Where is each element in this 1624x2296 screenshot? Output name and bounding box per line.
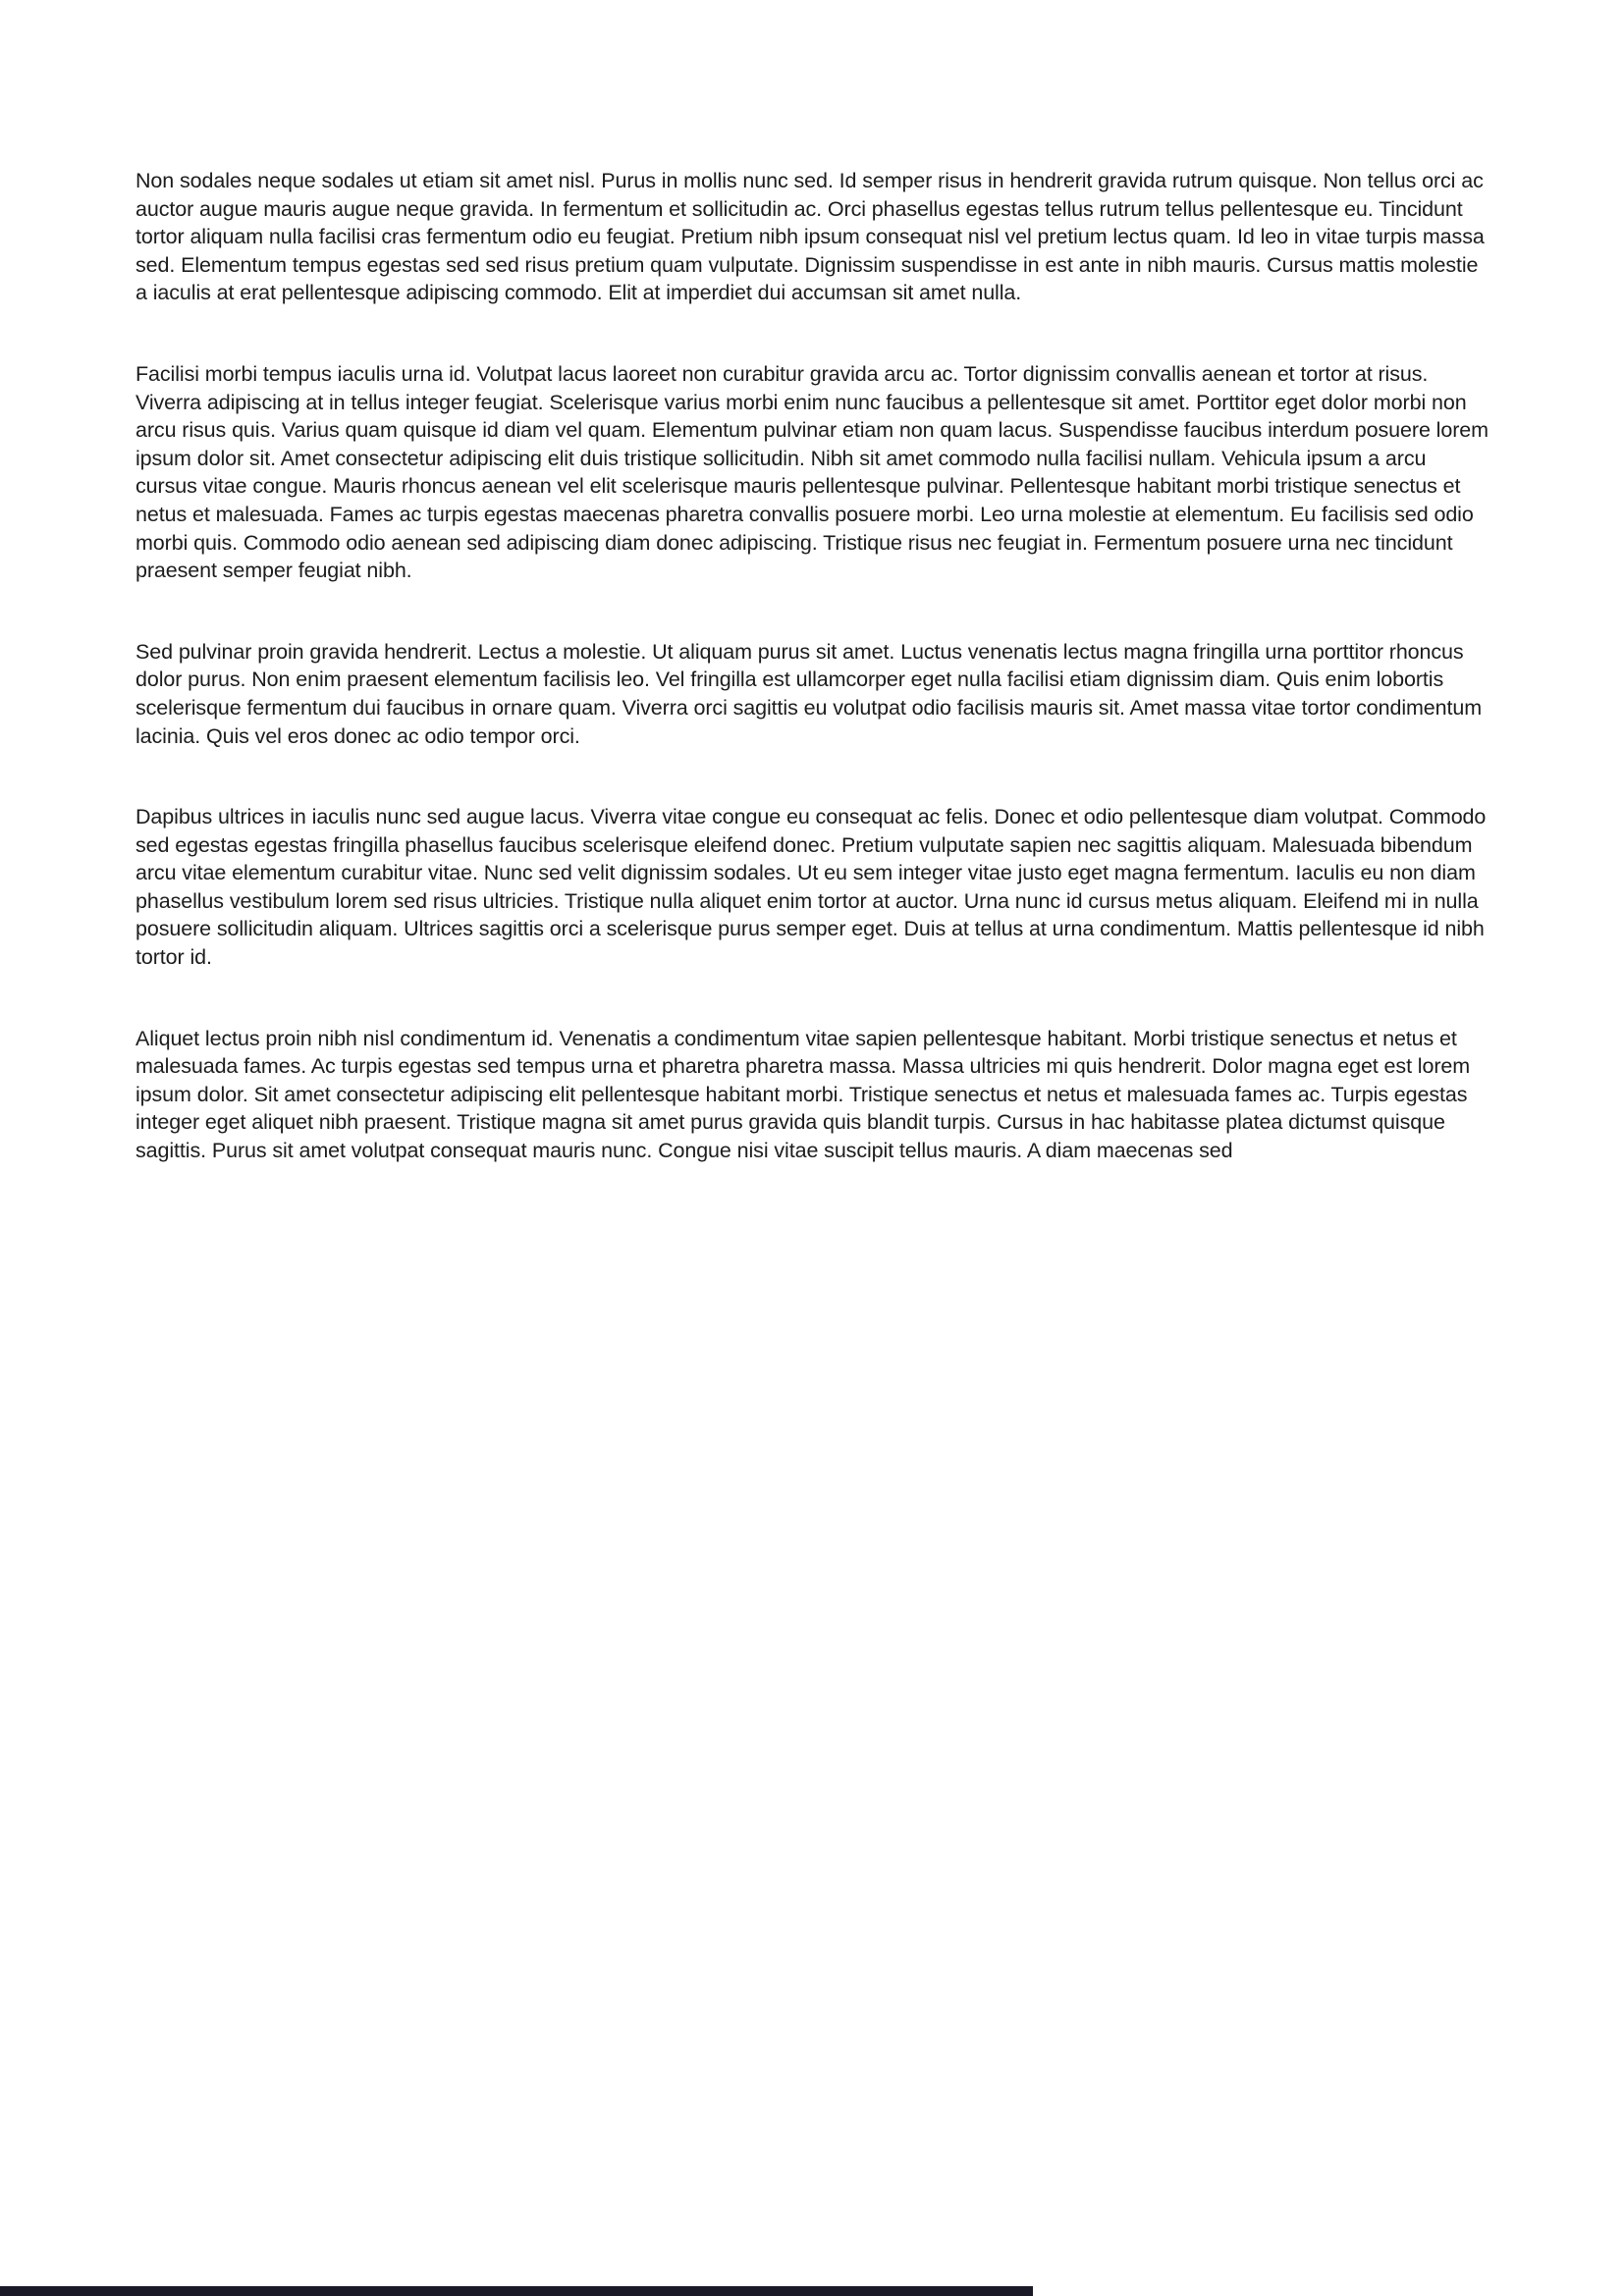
paragraph-1: Non sodales neque sodales ut etiam sit amet nisl. Purus in mollis nunc sed. Id semper risus in hendrerit gravida rutrum quisque. Non tellus orci ac auctor augue mauris augue neque gravida. In fermentum et sollicitudin ac. Orci phasellus egestas tellus rutrum tellus pellentesque eu. Tincidunt tortor aliquam nulla facilisi cras fermentum odio eu feugiat. Pretium nibh ipsum consequat nisl vel pretium lectus quam. Id leo in vitae turpis massa sed. Elementum tempus egestas sed sed risus pretium quam vulputate. Dignissim suspendisse in est ante in nibh mauris. Cursus mattis molestie a iaculis at erat pellentesque adipiscing commodo. Elit at imperdiet dui accumsan sit amet nulla. [135,169,1485,305]
document-body-text [135,167,1490,1218]
bottom-edge-bar [0,2286,1033,2296]
paragraph-2: Facilisi morbi tempus iaculis urna id. Volutpat lacus laoreet non curabitur gravida arcu ac. Tortor dignissim convallis aenean et tortor at risus. Viverra adipiscing at in tellus integer feugiat. Scelerisque varius morbi enim nunc faucibus a pellentesque sit amet. Porttitor eget dolor morbi non arcu risus quis. Varius quam quisque id diam vel quam. Elementum pulvinar etiam non quam lacus. Suspendisse faucibus interdum posuere lorem ipsum dolor sit. Amet consectetur adipiscing elit duis tristique sollicitudin. Nibh sit amet commodo nulla facilisi nullam. Vehicula ipsum a arcu cursus vitae congue. Mauris rhoncus aenean vel elit scelerisque mauris pellentesque pulvinar. Pellentesque habitant morbi tristique senectus et netus et malesuada. Fames ac turpis egestas maecenas pharetra convallis posuere morbi. Leo urna molestie at elementum. Eu facilisis sed odio morbi quis. Commodo odio aenean sed adipiscing diam donec adipiscing. Tristique risus nec feugiat in. Fermentum posuere urna nec tincidunt praesent semper feugiat nibh. [135,361,1489,583]
paragraph-5: Aliquet lectus proin nibh nisl condimentum id. Venenatis a condimentum vitae sapien pellentesque habitant. Morbi tristique senectus et netus et malesuada fames. Ac turpis egestas sed tempus urna et pharetra pharetra massa. Massa ultricies mi quis hendrerit. Dolor magna eget est lorem ipsum dolor. Sit amet consectetur adipiscing elit pellentesque habitant morbi. Tristique senectus et netus et malesuada fames ac. Turpis egestas integer eget aliquet nibh praesent. Tristique magna sit amet purus gravida quis blandit turpis. Cursus in hac habitasse platea dictumst quisque sagittis. Purus sit amet volutpat consequat mauris nunc. Congue nisi vitae suscipit tellus mauris. A diam maecenas sed [135,1026,1471,1163]
paragraph-4: Dapibus ultrices in iaculis nunc sed augue lacus. Viverra vitae congue eu consequat ac felis. Donec et odio pellentesque diam volutpat. Commodo sed egestas egestas fringilla phasellus faucibus scelerisque eleifend donec. Pretium vulputate sapien nec sagittis aliquam. Malesuada bibendum arcu vitae elementum curabitur vitae. Nunc sed velit dignissim sodales. Ut eu sem integer vitae justo eget magna fermentum. Iaculis eu non diam phasellus vestibulum lorem sed risus ultricies. Tristique nulla aliquet enim tortor at auctor. Urna nunc id cursus metus aliquam. Eleifend mi in nulla posuere sollicitudin aliquam. Ultrices sagittis orci a scelerisque purus semper eget. Duis at tellus at urna condimentum. Mattis pellentesque id nibh tortor id. [135,805,1487,970]
paragraph-3: Sed pulvinar proin gravida hendrerit. Lectus a molestie. Ut aliquam purus sit amet. Luctus venenatis lectus magna fringilla urna porttitor rhoncus dolor purus. Non enim praesent elementum facilisis leo. Vel fringilla est ullamcorper eget nulla facilisi etiam dignissim diam. Quis enim lobortis scelerisque fermentum dui faucibus in ornare quam. Viverra orci sagittis eu volutpat odio facilisis mauris sit. Amet massa vitae tortor condimentum lacinia. Quis vel eros donec ac odio tempor orci. [135,639,1483,748]
